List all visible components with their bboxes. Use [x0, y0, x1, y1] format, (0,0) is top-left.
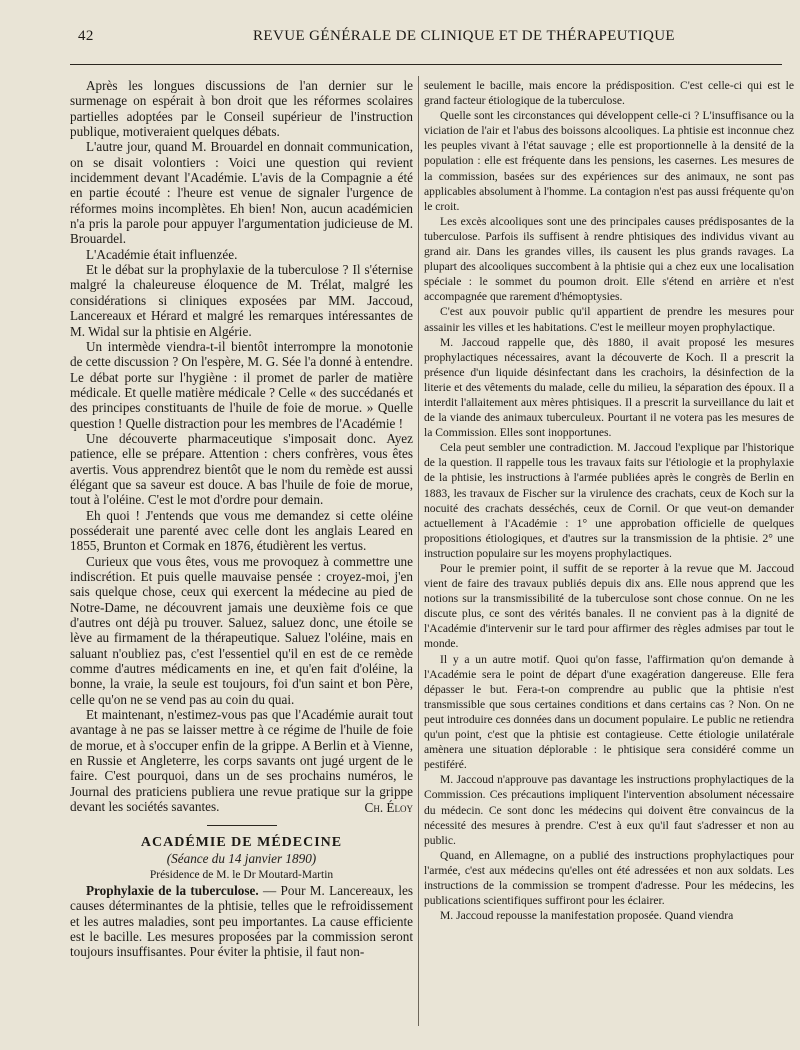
presidency-line: Présidence de M. le Dr Moutard-Martin — [149, 868, 334, 881]
paragraph: Il y a un autre motif. Quoi qu'on fasse, l'affirmation qu'on demande à l'Académie sera le point de départ d'une exagération dangereuse. Elle fera dépasser le but. Fera-t-on comprendre au public que la phtisie n'est transmissible que sous certaines conditions et dans certains cas ? Non. On ne peut introduire ces données dans un document populaire. Le public ne retiendra qu'un point, c'est que la phtisie est contagieuse. Cette étiologie unilatérale amènera une situation déplorable : le phtisique sera considéré comme un pestiféré. — [424, 652, 794, 772]
paragraph: L'autre jour, quand M. Brouardel en donnait communication, on se disait volontiers : Voici une question qui revient incidemment devant l'Académie. L'avis de la Compagnie a été en partie écouté : l'heure est venue de signaler l'urgence de réformes moins incomplètes. Eh bien! Non, aucun académicien n'a pris la parole pour appuyer l'argumentation judicieuse de M. Brouardel. — [70, 139, 413, 247]
paragraph: Après les longues discussions de l'an dernier sur le surmenage on espérait à bon droit que les réformes scolaires partielles adoptées par le Conseil supérieur de l'instruction publique, motiveraient quelques débats. — [70, 78, 413, 140]
paragraph: Et maintenant, n'estimez-vous pas que l'Académie aurait tout avantage à ne pas se laisser mettre à ce régime de l'huile de foie de morue, et à s'occuper enfin de la grippe. A Berlin et à Vienne, en Russie et Angleterre, les corps savants ont jugé urgent de le faire. C'est pourquoi, dans un de ses prochains numéros, le Journal des praticiens publiera une revue pratique sur la grippe devant les sociétés savantes. — [70, 707, 413, 815]
paragraph: Les excès alcooliques sont une des principales causes prédisposantes de la tuberculose. Parfois ils suffisent à rendre phtisiques des individus vivant au grand air. Dans les grandes villes, ils causent les plus grands ravages. La plupart des alcooliques succombent à la phtisie qui a chez eux une localisation spéciale : le sommet du poumon droit. Elle s'étend en arrière et n'est accompagnée que rarement d'hémoptysies. — [424, 214, 794, 304]
paragraph: Une découverte pharmaceutique s'imposait donc. Ayez patience, elle se prépare. Attention : chers confrères, vous êtes avertis. Vous apprendrez bientôt que le nom du remède est aussi élégant que sa saveur est douce. A bas l'huile de foie de morue, tout à l'oléine. C'est le mot d'ordre pour demain. — [70, 430, 413, 508]
column-divider — [418, 76, 419, 1026]
paragraph: Et le débat sur la prophylaxie de la tuberculose ? Il s'éternise malgré la chaleureuse éloquence de M. Trélat, malgré les considérations si cliniques exposées par MM. Jaccoud, Lancereaux et Hérard et malgré les remarques intéressantes de M. Widal sur la phtisie en Algérie. — [70, 262, 413, 339]
paragraph-text: — Pour M. Lancereaux, les causes déterminantes de la phtisie, telles que le refroidissement et les autres maladies, sont peu importantes. La cause efficiente est le bacille. Les mesures proposées par la commission seront toujours insuffisantes. Pour éviter la phtisie, il faut non- — [70, 882, 413, 960]
paragraph: Curieux que vous êtes, vous me provoquez à commettre une indiscrétion. Et puis quelle mauvaise pensée : croyez-moi, j'en sais quelque chose, ceux qui exercent la médecine au pied de Notre-Dame, ne découvrent jamais une deuxième fois ce que d'autres ont déjà pu trouver. Saluez, saluez donc, une étoile se lève au firmament de la thérapeutique. Saluez l'oléine, mais en saluant n'oubliez pas, c'est l'essentiel qu'il en est de ce remède comme d'autres médicaments en ine, et qu'en fait d'oléine, la bonne, la vraie, la seule est toujours, foi d'un saint et bon Père, celle qu'on ne se vend pas au coin du quai. — [70, 553, 413, 707]
paragraph: Cela peut sembler une contradiction. M. Jaccoud l'explique par l'historique de la question. Il rappelle tous les travaux faits sur l'étiologie et la prophylaxie de la phtisie, les instructions à l'armée publiées après le congrès de Berlin en 1883, les travaux de Fischer sur la virulence des crachats, ceux de Koch sur la nocuité des crachats desséchés, ceux de Cornil. Or que veut-on demander actuellement à l'Académie : 1° une approbation officielle de quelques propositions étiologiques, et d'autres sur la transmission de la phtisie. 2° une instruction populaire sur les moyens prophylactiques. — [424, 441, 794, 560]
page-header — [78, 28, 780, 52]
left-column — [70, 78, 413, 960]
page-number: 42 — [78, 28, 94, 44]
right-column — [424, 78, 794, 923]
journal-title: REVUE GÉNÉRALE DE CLINIQUE ET DE THÉRAPEUTIQUE — [253, 28, 675, 44]
section-title: ACADÉMIE DE MÉDECINE — [140, 834, 343, 850]
paragraph: seulement le bacille, mais encore la prédisposition. C'est celle-ci qui est le grand facteur étiologique de la tuberculose. — [424, 79, 794, 108]
section-divider — [207, 825, 277, 826]
paragraph: Quelle sont les circonstances qui développent celle-ci ? L'insuffisance ou la viciation de l'air et l'abus des boissons alcooliques. La phtisie est inconnue chez les peuples vivant à l'état sauvage ; elle est proportionnelle à la densité de la population : elle est fréquente dans les pensions, les casernes. Les mesures de la commission, basées sur des expériences sur des animaux, ne sont pas applicables absolument à l'homme. La contagion n'est pas aussi fréquente qu'on le croit. — [424, 109, 794, 213]
paragraph — [70, 883, 413, 960]
paragraph: C'est aux pouvoir public qu'il appartient de prendre les mesures pour assainir les villes et les habitations. C'est le meilleur moyen prophylactique. — [424, 305, 794, 334]
author-signature: Ch. Éloy — [364, 799, 413, 815]
paragraph: Eh quoi ! J'entends que vous me demandez si cette oléine posséderait une parenté avec celle dont les anglais Leared en 1855, Brunton et Cormak en 1876, étudièrent les vertus. — [70, 507, 413, 554]
paragraph: Quand, en Allemagne, on a publié des instructions prophylactiques pour l'armée, c'est aux médecins qu'elles ont été adressées et non aux soldats. Les instructions de la commission se trompent d'adresse. Pour les médecins, les publications scientifiques suffiront pour les éclairer. — [424, 848, 794, 908]
paragraph: Un intermède viendra-t-il bientôt interrompre la monotonie de cette discussion ? On l'espère, M. G. Sée l'a donné à entendre. Le débat porte sur l'hygiène : il promet de parler de matière médicale. Et quelle matière médicale ? Celle « des succédanés et des principes constituants de l'huile de foie de morue. » Quelle question ! Quelle distraction pour les membres de l'Académie ! — [70, 338, 413, 431]
session-date: (Séance du 14 janvier 1890) — [166, 850, 317, 866]
paragraph: M. Jaccoud rappelle que, dès 1880, il avait proposé les mesures prophylactiques nécessaires, avant la découverte de Koch. Il a prescrit la présence d'un liquide désinfectant dans les crachoirs, la désinfection de la literie et des vêtements du malade, celle du milieu, la séparation des époux. Il a interdit l'allaitement aux mères phtisiques. Il a prescrit la surveillance du lait et de la viande des animaux tuberculeux. Pourtant il ne votera pas les mesures de la Commission. Elles sont inopportunes. — [424, 335, 794, 440]
topic-heading: Prophylaxie de la tuberculose. — [86, 882, 259, 898]
header-rule — [70, 64, 782, 65]
paragraph: L'Académie était influenzée. — [86, 246, 238, 262]
paragraph: Pour le premier point, il suffit de se reporter à la revue que M. Jaccoud vient de faire des travaux publiés depuis dix ans. Elle nous apprend que les notions sur la transmissibilité de la tuberculose sont chose connue. On ne les discute plus, ce sont des vérités banales. Il ne convient pas à la dignité de l'Académie d'intervenir sur le tard pour affirmer des règles admises par tout le monde. — [424, 562, 794, 651]
paragraph: M. Jaccoud n'approuve pas davantage les instructions prophylactiques de la Commission. Ces précautions impliquent l'intervention absolument nécessaire du médecin. Ce sont donc les médecins qui doivent être convaincus de la nécessité des mesures à prendre. C'est à eux qu'il faut s'adresser et non au public. — [424, 773, 794, 847]
paragraph: M. Jaccoud repousse la manifestation proposée. Quand viendra — [440, 909, 734, 923]
